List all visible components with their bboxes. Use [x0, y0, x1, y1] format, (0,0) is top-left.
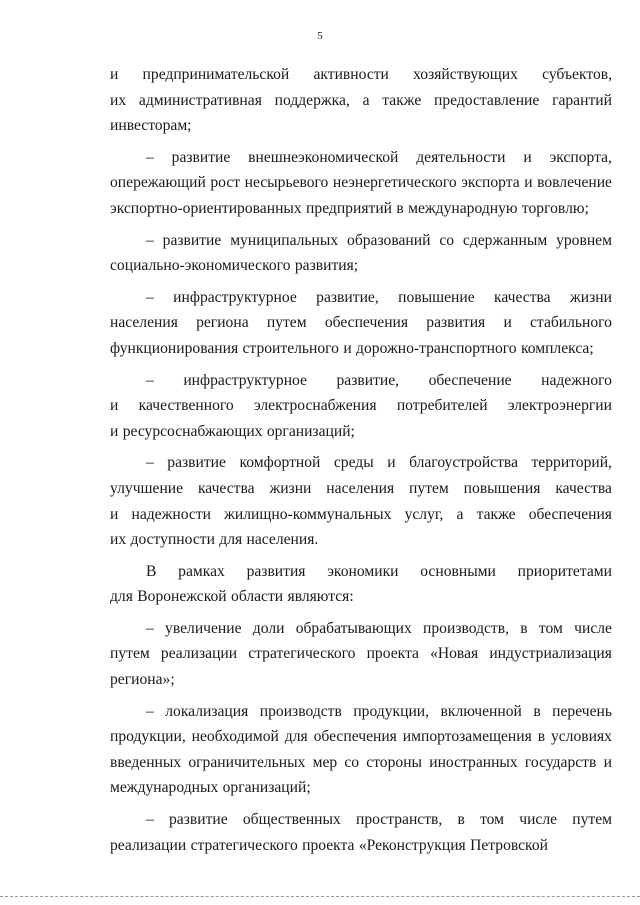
word: жизни [269, 479, 312, 497]
text-line [110, 584, 612, 610]
word: путем [409, 479, 449, 497]
word: в [537, 728, 546, 746]
list-dash: – [146, 811, 154, 829]
text-line [110, 559, 612, 585]
word: Петровской [470, 836, 548, 854]
paragraph [110, 807, 612, 858]
paragraph [110, 228, 612, 279]
text-line [110, 62, 612, 88]
word: и [387, 454, 396, 472]
word: деятельности [416, 148, 506, 166]
paragraph [110, 62, 612, 139]
word: являются: [287, 588, 354, 606]
word: рамках [178, 562, 225, 580]
word: гарантий [552, 91, 612, 109]
word: обеспечение [428, 371, 512, 389]
word: введенных [110, 753, 182, 771]
word: предпринимательской [142, 66, 290, 83]
word: области [231, 588, 284, 606]
word: необходимой [191, 728, 279, 746]
word: хозяйствующих [413, 66, 518, 83]
word: продукции, [353, 702, 430, 720]
word: уровнем [556, 231, 612, 249]
word: обеспечения [528, 505, 612, 523]
word: и [603, 753, 612, 771]
text-line [110, 310, 612, 336]
text-line [110, 616, 612, 642]
word: реализации [160, 645, 238, 663]
word: том [480, 811, 505, 829]
word: экспорта [461, 174, 520, 192]
word: активности [313, 66, 389, 83]
word: ограничительных [188, 753, 306, 771]
paragraph [110, 145, 612, 222]
word: развития [246, 562, 306, 580]
word: комфортной [239, 454, 321, 472]
word: функционирования [110, 339, 239, 357]
text-line [110, 170, 612, 196]
word: экспортно-ориентированных [110, 199, 302, 217]
word: путем [110, 645, 150, 663]
word: числе [574, 619, 612, 637]
word: их [110, 91, 127, 109]
word: повышение [398, 288, 475, 306]
word: производств [259, 702, 342, 720]
paragraph [110, 450, 612, 552]
word: обеспечения [324, 314, 409, 332]
paragraph-gap [110, 858, 612, 864]
word: путем [266, 314, 307, 332]
word: в [533, 702, 541, 720]
word: субъектов, [542, 66, 612, 83]
word: государств [524, 753, 597, 771]
word: и [110, 422, 119, 440]
text-line [110, 667, 612, 693]
word: повышения [463, 479, 541, 497]
word: инфраструктурное [173, 288, 297, 306]
word: поддержка, [274, 91, 350, 109]
word: импортозамещения [402, 728, 532, 746]
word: региона»; [110, 671, 175, 689]
word: доли [252, 619, 285, 637]
word: и [523, 148, 532, 166]
word: жилищно-коммунальных [224, 505, 392, 523]
list-dash: – [146, 288, 154, 306]
word: качества [494, 288, 551, 306]
word: дорожно-транспортного [356, 339, 517, 357]
word: индустриализация [489, 645, 612, 663]
word: проекта [366, 645, 419, 663]
word: внешнеэкономической [248, 148, 399, 166]
word: предоставление [434, 91, 540, 109]
word: реализации [110, 836, 187, 854]
word: опережающий [110, 174, 206, 192]
word: приоритетами [517, 562, 612, 580]
word: электроэнергии [507, 397, 612, 415]
word: со [439, 231, 455, 249]
word: населения. [246, 531, 319, 549]
word: и [524, 174, 533, 192]
list-dash: – [146, 371, 154, 389]
text-line [110, 113, 612, 139]
word: также [476, 505, 516, 523]
word: мер [312, 753, 338, 771]
word: благоустройства [409, 454, 518, 472]
word: муниципальных [230, 231, 339, 249]
text-line [110, 724, 612, 750]
word: и [110, 66, 119, 83]
text-line [110, 228, 612, 254]
word: электроснабжения [253, 397, 377, 415]
text-line [110, 145, 612, 171]
word: качества [197, 479, 255, 497]
word: качества [555, 479, 612, 497]
word: для [284, 728, 308, 746]
word: В [146, 562, 157, 580]
word: условиях [550, 728, 612, 746]
word: развития; [294, 257, 359, 275]
word: рост [210, 174, 241, 192]
text-line [110, 285, 612, 311]
word: надежности [131, 505, 211, 523]
text-line [110, 196, 612, 222]
text-line [110, 750, 612, 776]
word: среды [333, 454, 374, 472]
word: общественных [242, 811, 341, 829]
word: в [520, 619, 528, 637]
word: а [456, 505, 464, 523]
word: и [343, 339, 352, 357]
word: для [219, 531, 243, 549]
list-dash: – [146, 702, 154, 720]
paragraph [110, 616, 612, 693]
word: надежного [541, 371, 612, 389]
word: развитие [162, 231, 222, 249]
word: организаций; [266, 422, 355, 440]
word: локализация [165, 702, 249, 720]
word: несырьевого [244, 174, 329, 192]
word: развитие [167, 454, 226, 472]
word: производств, [423, 619, 510, 637]
word: пространств, [355, 811, 443, 829]
text-line [110, 502, 612, 528]
page-number: 5 [317, 30, 323, 42]
text-line [110, 807, 612, 833]
word: стратегического [248, 645, 356, 663]
word: международных [110, 779, 219, 797]
word: и [110, 397, 119, 415]
word: том [538, 619, 563, 637]
word: и [110, 505, 119, 523]
word: международную [408, 199, 518, 217]
word: административная [138, 91, 262, 109]
list-dash: – [146, 619, 154, 637]
paragraph [110, 559, 612, 610]
word: а [362, 91, 370, 109]
word: сдержанным [462, 231, 548, 249]
word: проекта [302, 836, 355, 854]
text-line [110, 450, 612, 476]
text-line [110, 775, 612, 801]
word: стабильного [530, 314, 612, 332]
word: социально-экономического [110, 257, 291, 275]
word: населения [110, 314, 178, 332]
word: развитие, [336, 371, 400, 389]
word: предприятий [306, 199, 393, 217]
text-line [110, 253, 612, 279]
text-line [110, 833, 612, 859]
text-line [110, 336, 612, 362]
word: развитие [171, 148, 231, 166]
word: увеличение [165, 619, 242, 637]
word: развитие, [316, 288, 379, 306]
word: в [396, 199, 404, 217]
text-line [110, 419, 612, 445]
word: Воронежской [137, 588, 227, 606]
word: также [382, 91, 422, 109]
word: инфраструктурное [183, 371, 307, 389]
word: вовлечение [537, 174, 612, 192]
list-dash: – [146, 148, 154, 166]
word: строительного [242, 339, 339, 357]
list-dash: – [146, 454, 154, 472]
text-line [110, 88, 612, 114]
word: числе [519, 811, 558, 829]
word: «Новая [430, 645, 479, 663]
word: стороны [366, 753, 423, 771]
word: обрабатывающих [295, 619, 412, 637]
word: стратегического [190, 836, 298, 854]
word: образований [347, 231, 431, 249]
word: жизни [569, 288, 612, 306]
text-line [110, 641, 612, 667]
word: торговлю; [521, 199, 589, 217]
word: экономики [327, 562, 399, 580]
text-line [110, 393, 612, 419]
word: населения [326, 479, 395, 497]
scan-edge-line [0, 896, 640, 897]
word: их [110, 531, 127, 549]
word: улучшение [110, 479, 184, 497]
text-line [110, 699, 612, 725]
word: основными [420, 562, 496, 580]
paragraph [110, 285, 612, 362]
word: перечень [552, 702, 612, 720]
word: ресурсоснабжающих [122, 422, 263, 440]
word: экспорта, [549, 148, 612, 166]
paragraph [110, 368, 612, 445]
list-dash: – [146, 231, 154, 249]
word: доступности [130, 531, 215, 549]
word: включенной [440, 702, 522, 720]
word: неэнергетического [332, 174, 457, 192]
word: организаций; [222, 779, 311, 797]
word: для [110, 588, 133, 606]
word: услуг, [404, 505, 444, 523]
word: комплекса; [520, 339, 594, 357]
word: обеспечения [313, 728, 397, 746]
word: развитие [168, 811, 228, 829]
word: региона [196, 314, 249, 332]
word: в [457, 811, 465, 829]
text-line [110, 368, 612, 394]
word: продукции, [110, 728, 186, 746]
text-line [110, 527, 612, 553]
word: территорий, [531, 454, 612, 472]
word: качественного [138, 397, 234, 415]
word: потребителей [396, 397, 488, 415]
word: «Реконструкция [358, 836, 466, 854]
word: инвесторам; [110, 117, 192, 135]
word: путем [572, 811, 612, 829]
document-body [110, 62, 612, 864]
word: иностранных [429, 753, 518, 771]
word: развития [426, 314, 486, 332]
word: со [344, 753, 360, 771]
paragraph [110, 699, 612, 801]
text-line [110, 476, 612, 502]
word: и [503, 314, 512, 332]
